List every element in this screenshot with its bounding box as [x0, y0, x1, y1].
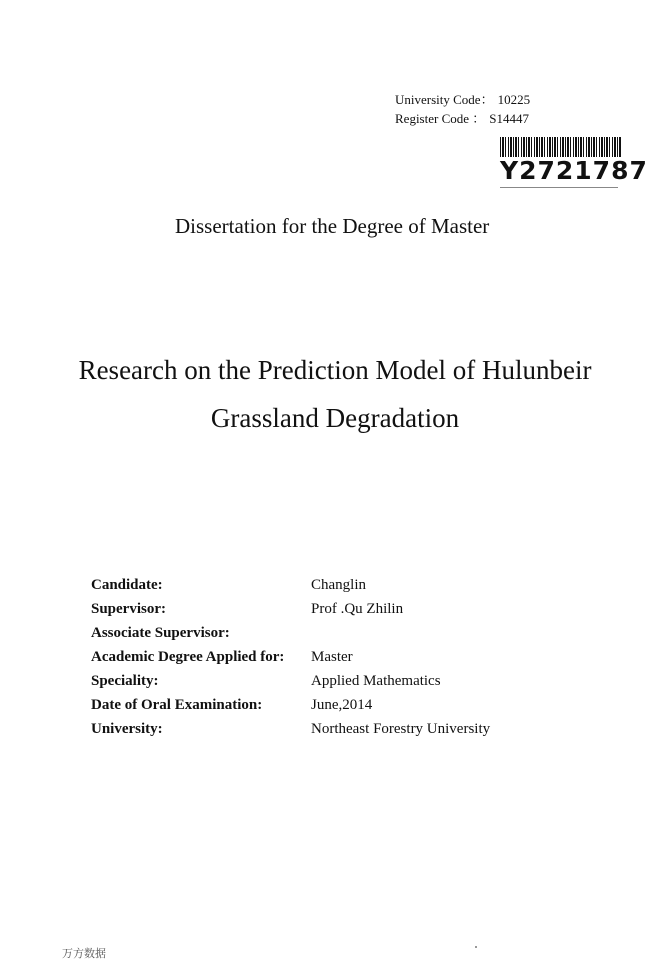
university-code-value: 10225: [497, 92, 531, 107]
thesis-title-line-2: Grassland Degradation: [210, 403, 460, 433]
scan-speck: [475, 946, 477, 948]
university-code-label: University Code：: [395, 92, 494, 107]
info-label: University:: [91, 721, 163, 737]
barcode-block: [500, 137, 648, 188]
candidate-info-table: [91, 573, 490, 741]
info-label: Associate Supervisor:: [91, 625, 230, 641]
register-code-value: S14447: [489, 111, 529, 126]
info-value: June,2014: [311, 697, 373, 713]
info-label: Candidate:: [91, 577, 163, 593]
info-row-exam-date: [91, 693, 490, 717]
degree-subtitle: Dissertation for the Degree of Master: [175, 214, 490, 238]
info-value: Master: [311, 649, 353, 665]
info-label: Date of Oral Examination:: [91, 697, 263, 713]
info-row-associate-supervisor: [91, 621, 490, 645]
codes-block: [395, 90, 530, 128]
info-row-candidate: [91, 573, 490, 597]
register-code-label: Register Code ：: [395, 111, 486, 126]
barcode-image: [500, 137, 622, 157]
barcode-number: Y2721787: [500, 156, 648, 185]
info-label: Supervisor:: [91, 601, 166, 617]
info-row-speciality: [91, 669, 490, 693]
register-code-row: [395, 109, 530, 128]
info-row-university: [91, 717, 490, 741]
info-value: Changlin: [311, 577, 366, 593]
barcode-underline: [500, 187, 618, 188]
info-value: Northeast Forestry University: [311, 721, 491, 737]
info-row-degree: [91, 645, 490, 669]
footer-watermark: 万方数据: [62, 947, 106, 960]
info-row-supervisor: [91, 597, 490, 621]
thesis-title-line-1: Research on the Prediction Model of Hulunbeir: [78, 355, 592, 385]
info-value: Applied Mathematics: [311, 673, 441, 689]
thesis-title: [0, 346, 670, 442]
university-code-row: [395, 90, 530, 109]
info-label: Speciality:: [91, 673, 159, 689]
info-label: Academic Degree Applied for:: [91, 649, 285, 665]
info-value: Prof .Qu Zhilin: [311, 601, 404, 617]
